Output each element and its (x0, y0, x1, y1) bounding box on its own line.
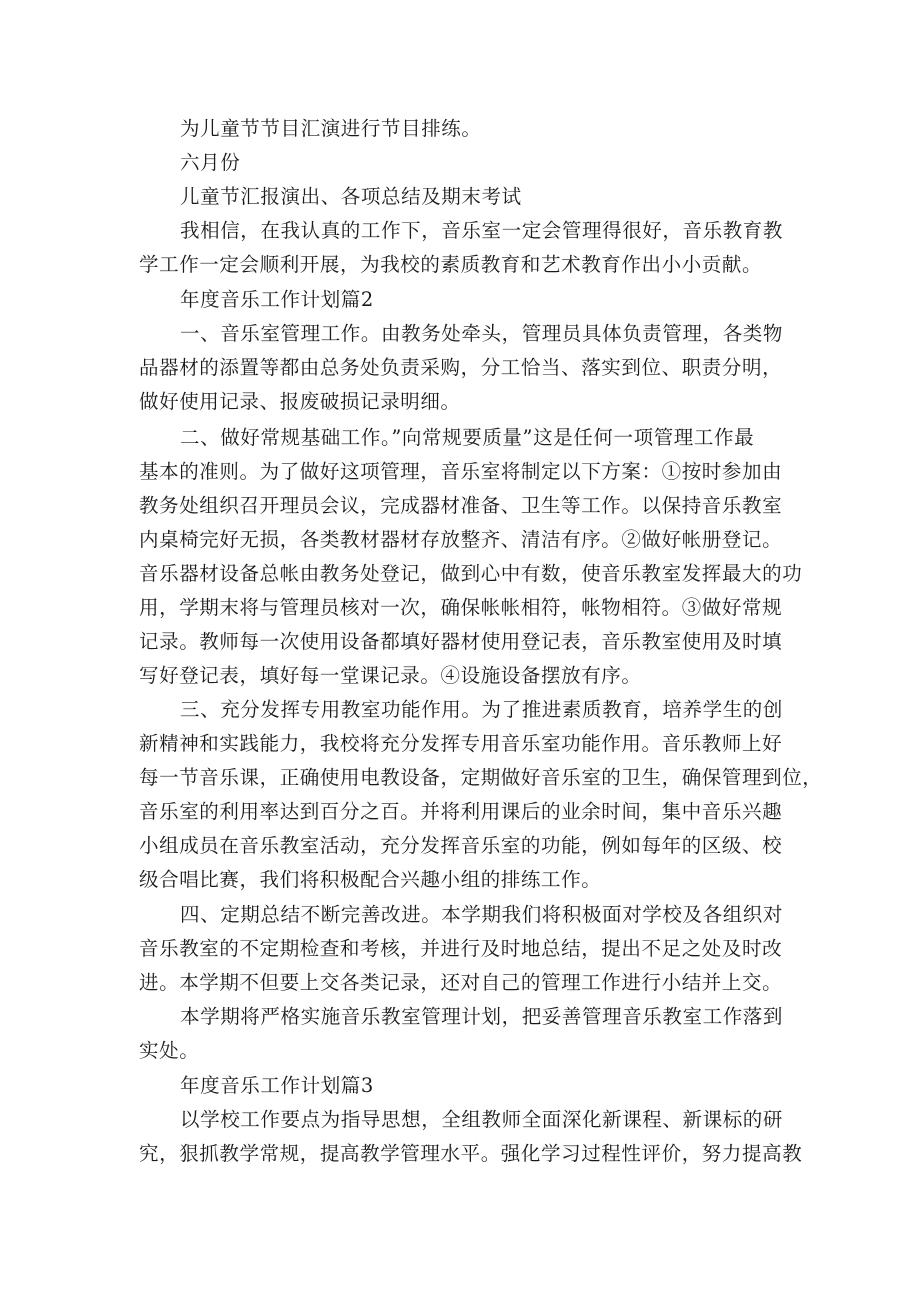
text-line: 记录。教师每一次使用设备都填好器材使用登记表，音乐教室使用及时填 (139, 630, 783, 653)
text-line: 每一节音乐课，正确使用电教设备，定期做好音乐室的卫生，确保管理到位， (139, 766, 823, 789)
text-line: 级合唱比赛，我们将积极配合兴趣小组的排练工作。 (139, 868, 602, 891)
text-line: 本学期将严格实施音乐教室管理计划，把妥善管理音乐教室工作落到 (180, 1005, 784, 1028)
text-line: 做好使用记录、报废破损记录明细。 (139, 390, 461, 413)
text-line: 六月份 (180, 151, 241, 174)
text-line: 一、音乐室管理工作。由教务处牵头，管理员具体负责管理，各类物 (180, 322, 784, 345)
text-line: 音乐室的利用率达到百分之百。并将利用课后的业余时间，集中音乐兴趣 (139, 800, 783, 823)
text-line: 音乐教室的不定期检查和考核，并进行及时地总结，提出不足之处及时改 (139, 937, 783, 960)
text-line: 品器材的添置等都由总务处负责采购，分工恰当、落实到位、职责分明， (139, 356, 783, 379)
text-line: 内桌椅完好无损，各类教材器材存放整齐、清洁有序。②做好帐册登记。 (139, 528, 783, 551)
text-line: 二、做好常规基础工作。”向常规要质量”这是任何一项管理工作最 (180, 426, 755, 449)
text-line: 儿童节汇报演出、各项总结及期末考试 (180, 185, 522, 208)
text-line: 进。本学期不但要上交各类记录，还对自己的管理工作进行小结并上交。 (139, 971, 783, 994)
text-line: 写好登记表，填好每一堂课记录。④设施设备摆放有序。 (139, 664, 642, 687)
text-line: 三、充分发挥专用教室功能作用。为了推进素质教育，培养学生的创 (180, 698, 784, 721)
section-heading: 年度音乐工作计划篇3 (180, 1074, 374, 1097)
section-heading: 年度音乐工作计划篇2 (180, 288, 374, 311)
text-line: 究，狠抓教学常规，提高教学管理水平。强化学习过程性评价，努力提高教 (139, 1142, 803, 1165)
text-line: 用，学期末将与管理员核对一次，确保帐帐相符，帐物相符。③做好常规 (139, 596, 783, 619)
text-line: 四、定期总结不断完善改进。本学期我们将积极面对学校及各组织对 (180, 903, 784, 926)
text-line: 实处。 (139, 1039, 200, 1062)
text-line: 新精神和实践能力，我校将充分发挥专用音乐室功能作用。音乐教师上好 (139, 732, 783, 755)
text-line: 为儿童节节目汇演进行节目排练。 (180, 117, 482, 140)
text-line: 小组成员在音乐教室活动，充分发挥音乐室的功能，例如每年的区级、校 (139, 834, 783, 857)
text-line: 我相信，在我认真的工作下，音乐室一定会管理得很好，音乐教育教 (180, 219, 784, 242)
text-line: 音乐器材设备总帐由教务处登记，做到心中有数，使音乐教室发挥最大的功 (139, 562, 803, 585)
text-line: 学工作一定会顺利开展，为我校的素质教育和艺术教育作出小小贡献。 (139, 253, 763, 276)
text-line: 教务处组织召开理员会议，完成器材准备、卫生等工作。以保持音乐教室 (139, 494, 783, 517)
text-line: 基本的准则。为了做好这项管理，音乐室将制定以下方案：①按时参加由 (139, 460, 783, 483)
text-line: 以学校工作要点为指导思想，全组教师全面深化新课程、新课标的研 (180, 1108, 784, 1131)
